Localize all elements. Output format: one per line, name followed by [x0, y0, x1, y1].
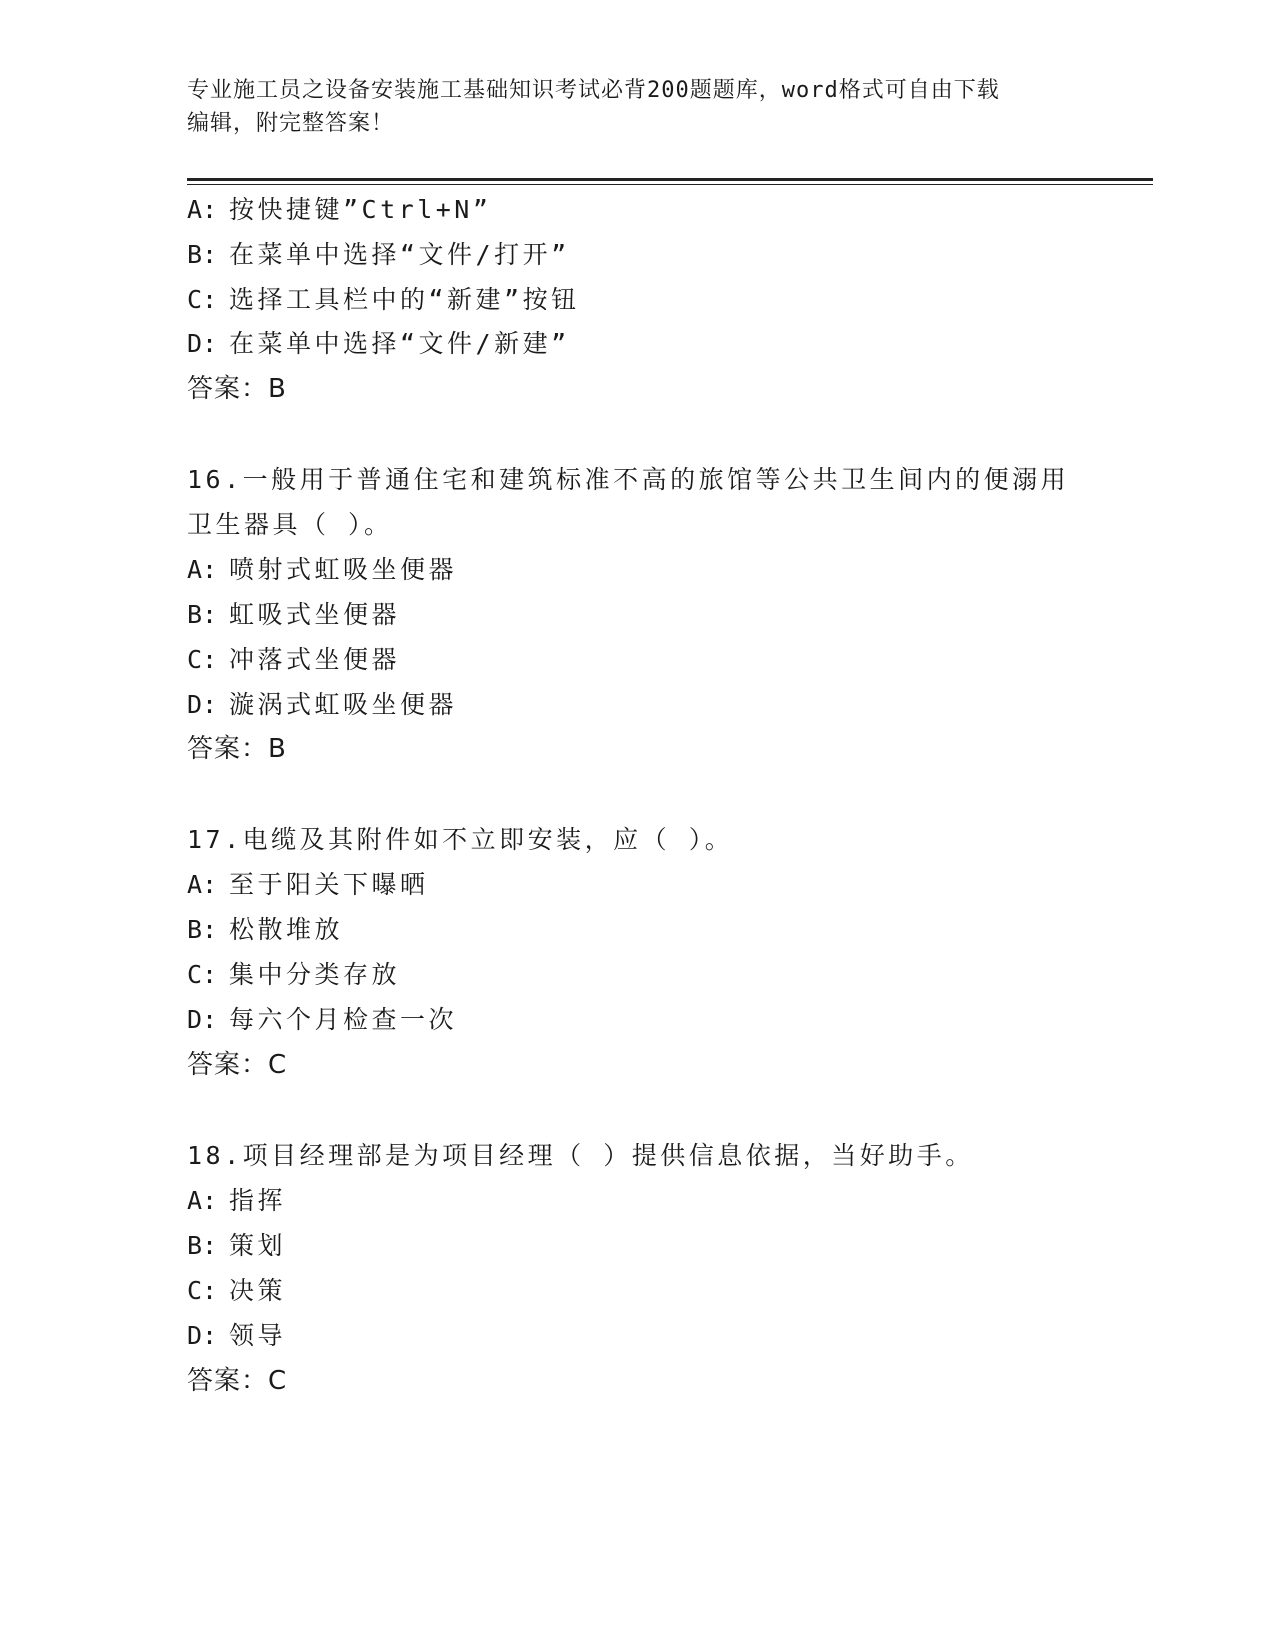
q16-stem-line-2: 卫生器具（ ）。: [187, 510, 393, 539]
q16-option-a: A: 喷射式虹吸坐便器: [187, 555, 458, 584]
q17-option-a: A: 至于阳关下曝晒: [187, 870, 429, 899]
q16-option-b: B: 虹吸式坐便器: [187, 600, 401, 629]
header-divider-thick: [187, 178, 1153, 181]
q17-option-c: C: 集中分类存放: [187, 960, 401, 989]
document-header: [187, 74, 1087, 140]
q18-option-d: D: 领导: [187, 1321, 287, 1350]
q16-stem-line-1: 16.一般用于普通住宅和建筑标准不高的旅馆等公共卫生间内的便溺用: [187, 465, 1070, 494]
q17-option-b: B: 松散堆放: [187, 915, 344, 944]
header-divider-thin: [187, 184, 1153, 185]
q15-option-c: C: 选择工具栏中的“新建”按钮: [187, 285, 580, 314]
q18-answer: 答案：C: [187, 1366, 288, 1396]
q17-answer: 答案：C: [187, 1050, 288, 1080]
q16-option-c: C: 冲落式坐便器: [187, 645, 401, 674]
q15-answer: 答案：B: [187, 374, 287, 404]
q17-stem: 17.电缆及其附件如不立即安装，应（ ）。: [187, 825, 734, 854]
q17-option-d: D: 每六个月检查一次: [187, 1005, 458, 1034]
q18-option-b: B: 策划: [187, 1231, 287, 1260]
header-title-line-1: 专业施工员之设备安装施工基础知识考试必背200题题库，word格式可自由下载: [187, 78, 1000, 103]
q16-answer: 答案：B: [187, 734, 287, 764]
header-title-line-2: 编辑，附完整答案！: [187, 111, 395, 136]
q15-option-a: A: 按快捷键”Ctrl+N”: [187, 195, 492, 224]
q18-stem: 18.项目经理部是为项目经理（ ）提供信息依据，当好助手。: [187, 1141, 974, 1170]
q15-option-d: D: 在菜单中选择“文件/新建”: [187, 329, 570, 358]
q18-option-c: C: 决策: [187, 1276, 287, 1305]
q18-option-a: A: 指挥: [187, 1186, 287, 1215]
q16-option-d: D: 漩涡式虹吸坐便器: [187, 690, 458, 719]
q15-option-b: B: 在菜单中选择“文件/打开”: [187, 240, 570, 269]
